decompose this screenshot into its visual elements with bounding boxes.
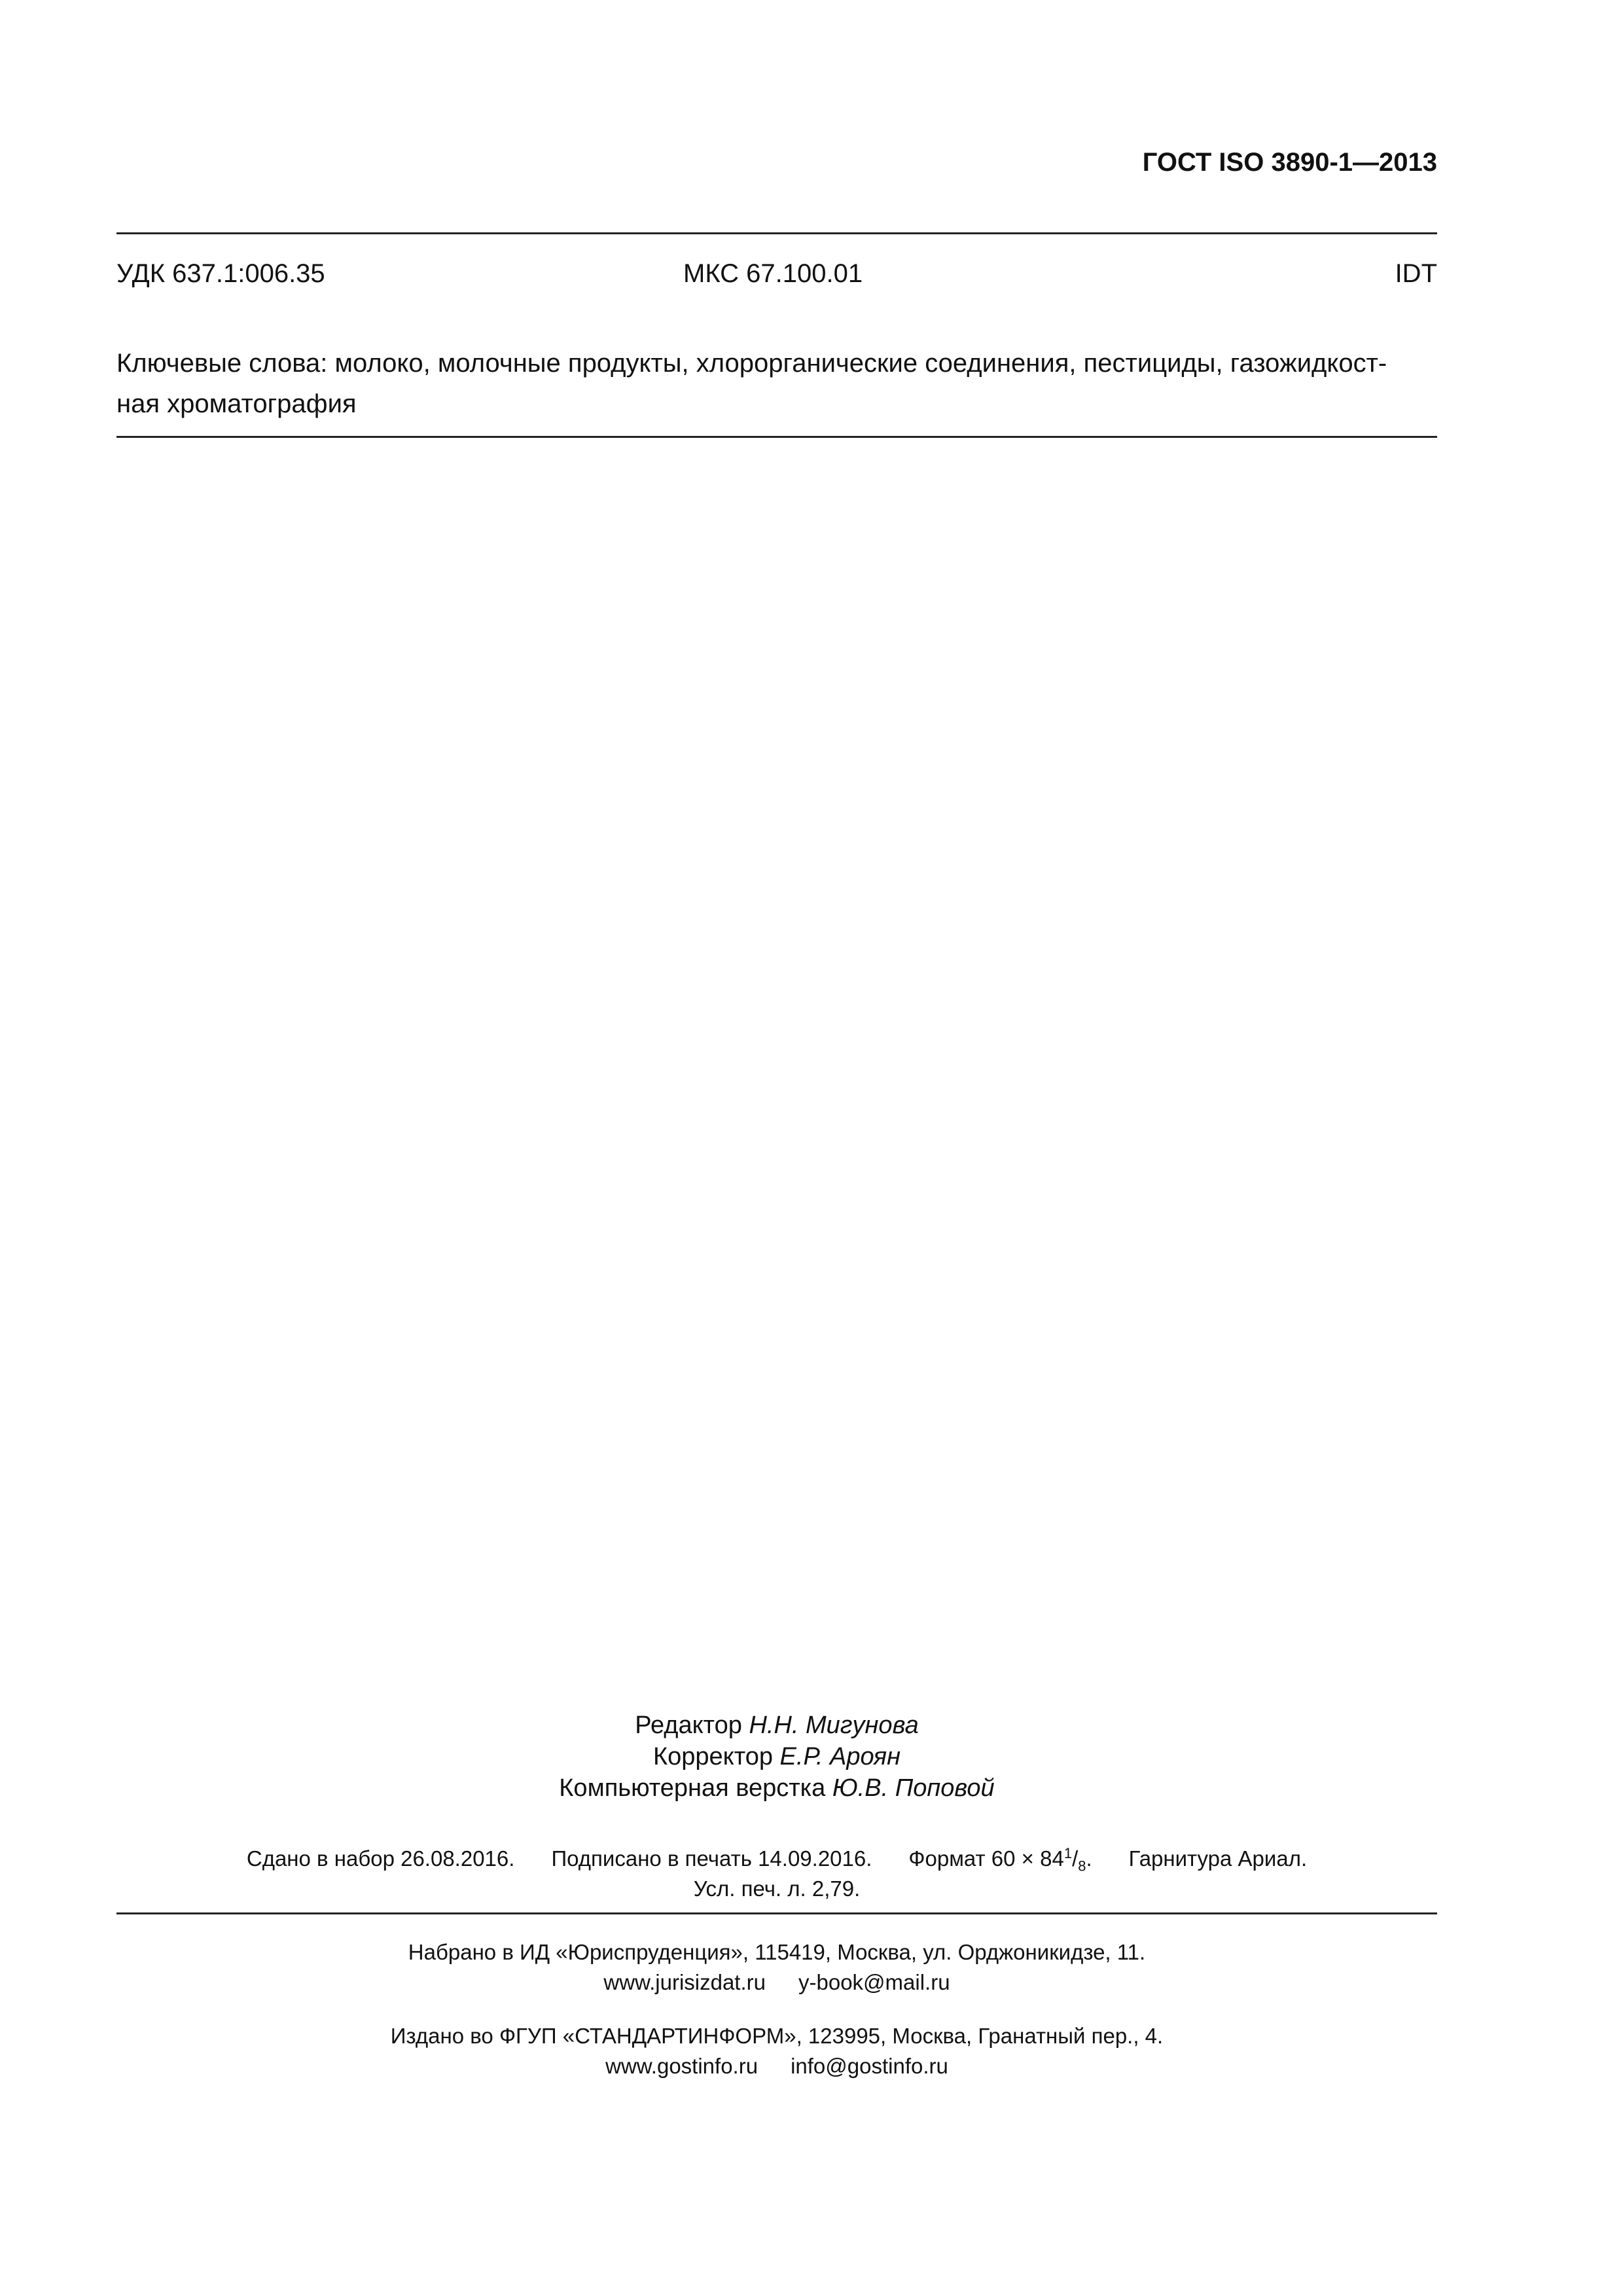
published-web: www.gostinfo.ru [605,2054,758,2078]
typeset-web: www.jurisizdat.ru [603,1970,766,1994]
published-contacts [116,2051,1437,2081]
corrector-name: Е.Р. Ароян [779,1743,901,1770]
format-prefix: Формат 60 × 84 [908,1846,1064,1871]
keywords-block [116,343,1437,424]
typeface-info: Гарнитура Ариал. [1128,1846,1308,1871]
keywords-line-2: ная хроматография [116,389,357,418]
classification-row [116,259,1437,296]
editor-name: Н.Н. Мигунова [749,1712,919,1739]
layout-name: Ю.В. Поповой [832,1774,995,1802]
format-info [908,1845,1092,1874]
editor-label: Редактор [635,1712,749,1739]
top-divider [116,232,1437,234]
keywords-line-1: Ключевые слова: молоко, молочные продукты, хлорорганические соединения, пестициды, газожидкост- [116,349,1387,378]
typeset-line: Набрано в ИД «Юриспруденция», 115419, Москва, ул. Орджоникидзе, 11. [408,1940,1146,1964]
editor-line [116,1710,1437,1741]
udk-code: УДК 637.1:006.35 [116,259,325,288]
corrector-line [116,1741,1437,1772]
publication-info [116,1844,1437,1873]
format-sup: 1 [1063,1845,1073,1861]
layout-line [116,1772,1437,1804]
mks-code: МКС 67.100.01 [683,259,863,288]
keywords-divider [116,436,1437,438]
published-email: info@gostinfo.ru [791,2054,948,2078]
footer-divider [116,1912,1437,1914]
submitted-date: Сдано в набор 26.08.2016. [246,1846,515,1871]
layout-label: Компьютерная верстка [559,1774,832,1802]
format-end: . [1086,1846,1092,1871]
corrector-label: Корректор [653,1743,780,1770]
sheets-info: Усл. печ. л. 2,79. [693,1876,861,1901]
credits-block [116,1710,1437,1804]
format-sub: 8 [1078,1857,1086,1874]
typeset-email: y-book@mail.ru [798,1970,950,1994]
idt-label: IDT [1395,259,1437,288]
signed-date: Подписано в печать 14.09.2016. [551,1846,872,1871]
typeset-block [116,1937,1437,1998]
published-block [116,2021,1437,2081]
document-code: ГОСТ ISO 3890-1—2013 [1142,148,1437,177]
format-slash: / [1072,1846,1079,1871]
typeset-contacts [116,1967,1437,1998]
published-line: Издано во ФГУП «СТАНДАРТИНФОРМ», 123995, Москва, Гранатный пер., 4. [390,2024,1164,2048]
